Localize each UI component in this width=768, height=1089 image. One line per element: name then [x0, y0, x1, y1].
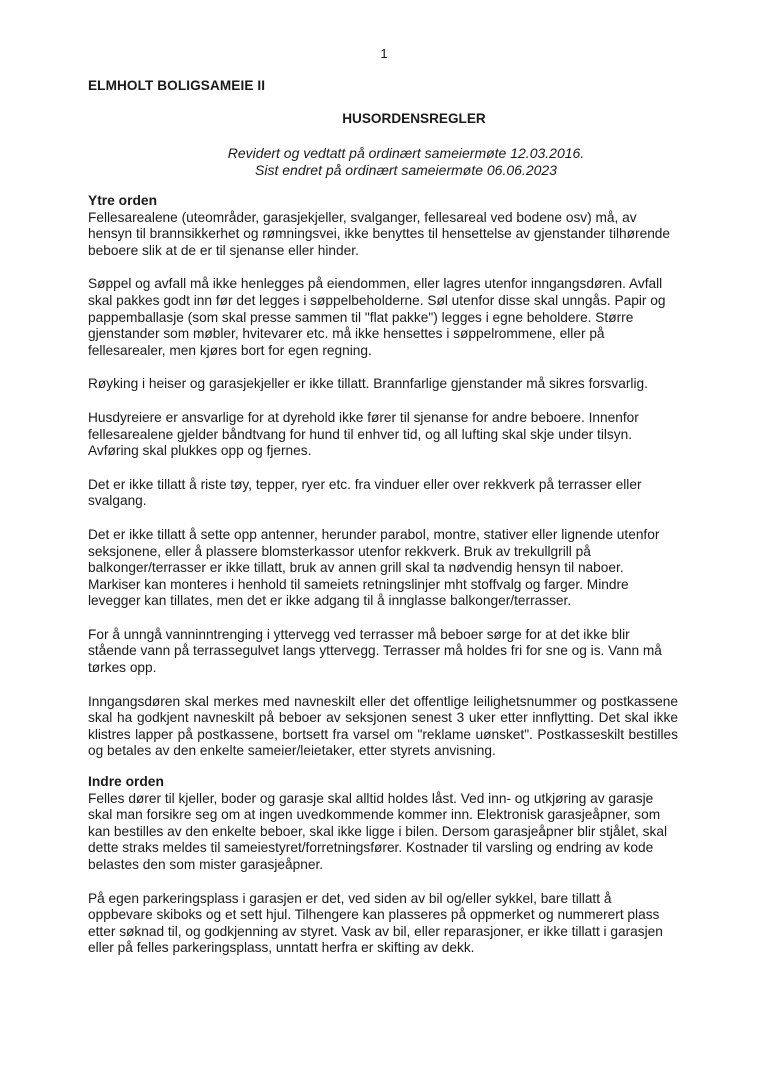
- paragraph-parkeringsplass: På egen parkeringsplass i garasjen er det, ved siden av bil og/eller sykkel, bare tillatt å oppbevare skiboks og et sett hjul. Tilhengere kan plasseres på oppmerket og nummerert plass etter søknad til, og godkjenning av styret. Vask av bil, eller reparasjoner, er ikke tillatt i garasjen eller på felles parkeringsplass, unntatt herfra er skifting av dekk.: [88, 890, 663, 956]
- paragraph-husdyr: Husdyreiere er ansvarlige for at dyrehold ikke fører til sjenanse for andre beboere. Innenfor fellesarealene gjelder båndtvang for hund til enhver tid, og all lufting skal skje under tilsyn. Avføring skal plukkes opp og fjernes.: [88, 409, 639, 459]
- document-title: HUSORDENSREGLER: [342, 111, 486, 126]
- page-number: 1: [380, 46, 388, 61]
- paragraph-soppel: Søppel og avfall må ikke henlegges på eiendommen, eller lagres utenfor inngangsdøren. Avfall skal pakkes godt inn før det legges i søppelbeholderne. Søl utenfor disse skal unngås. Papir og pappemballasje (som skal presse sammen til "flat pakke") legges i egne beholdere. Større gjenstander som møbler, hvitevarer etc. må ikke hensettes i søppelrommene, eller på fellesarealer, men kjøres bort for egen regning.: [88, 276, 666, 358]
- paragraph-navneskilt: Inngangsdøren skal merkes med navneskilt eller det offentlige leilighetsnummer og postkassene skal ha godkjent navneskilt på beboer av seksjonen senest 3 uker etter innflytting. Det skal ikke klistres lapper på postkassene, bortsett fra varsel om "reklame uønsket". Postkasseskilt bestilles og betales av den enkelte sameier/leietaker, etter styrets anvisning.: [88, 693, 678, 759]
- revision-note: [0, 145, 768, 179]
- paragraph-royking: Røyking i heiser og garasjekjeller er ikke tillatt. Brannfarlige gjenstander må sikres forsvarlig.: [88, 376, 648, 392]
- paragraph-vanninntrenging: For å unngå vanninntrenging i yttervegg ved terrasser må beboer sørge for at det ikke blir stående vann på terrassegulvet langs yttervegg. Terrasser må holdes fri for sne og is. Vann må tørkes opp.: [88, 626, 662, 676]
- paragraph-antenner: Det er ikke tillatt å sette opp antenner, herunder parabol, montre, stativer eller lignende utenfor seksjonene, eller å plassere blomsterkassor utenfor rekkverk. Bruk av trekullgrill på balkonger/terrasser er ikke tillatt, bruk av annen grill skal ta nødvendig hensyn til naboer. Markiser kan monteres i henhold til sameiets retningslinjer mht stoffvalg og farger. Mindre levegger kan tillates, men det er ikke adgang til å innglasse balkonger/terrasser.: [88, 526, 660, 609]
- section-heading-ytre-orden: Ytre orden: [88, 193, 157, 208]
- paragraph-riste-toy: Det er ikke tillatt å riste tøy, tepper, ryer etc. fra vinduer eller over rekkverk på terrasser eller svalgang.: [88, 476, 642, 509]
- revision-line-1: Revidert og vedtatt på ordinært sameiermøte 12.03.2016.: [227, 145, 585, 161]
- revision-line-2: Sist endret på ordinært sameiermøte 06.06.2023: [255, 162, 557, 178]
- organization-name: ELMHOLT BOLIGSAMEIE II: [88, 78, 266, 93]
- document-body: [88, 193, 678, 957]
- section-heading-indre-orden: Indre orden: [88, 774, 164, 790]
- paragraph-felles-dorer: Felles dører til kjeller, boder og garasje skal alltid holdes låst. Ved inn- og utkjøring av garasje skal man forsikre seg om at ingen uvedkommende kommer inn. Elektronisk garasjeåpner, som kan bestilles av den enkelte beboer, skal ikke ligge i bilen. Dersom garasjeåpner blir stjålet, skal dette straks meldes til sameiestyret/forretningsfører. Kostnader til varsling og endring av kode belastes den som mister garasjeåpner.: [88, 790, 667, 872]
- paragraph-fellesarealene: Fellesarealene (uteområder, garasjekjeller, svalganger, fellesareal ved bodene osv) må, av hensyn til brannsikkerhet og rømningsvei, ikke benyttes til hensettelse av gjenstander tilhørende beboere slik at de er til sjenanse eller hinder.: [88, 209, 671, 258]
